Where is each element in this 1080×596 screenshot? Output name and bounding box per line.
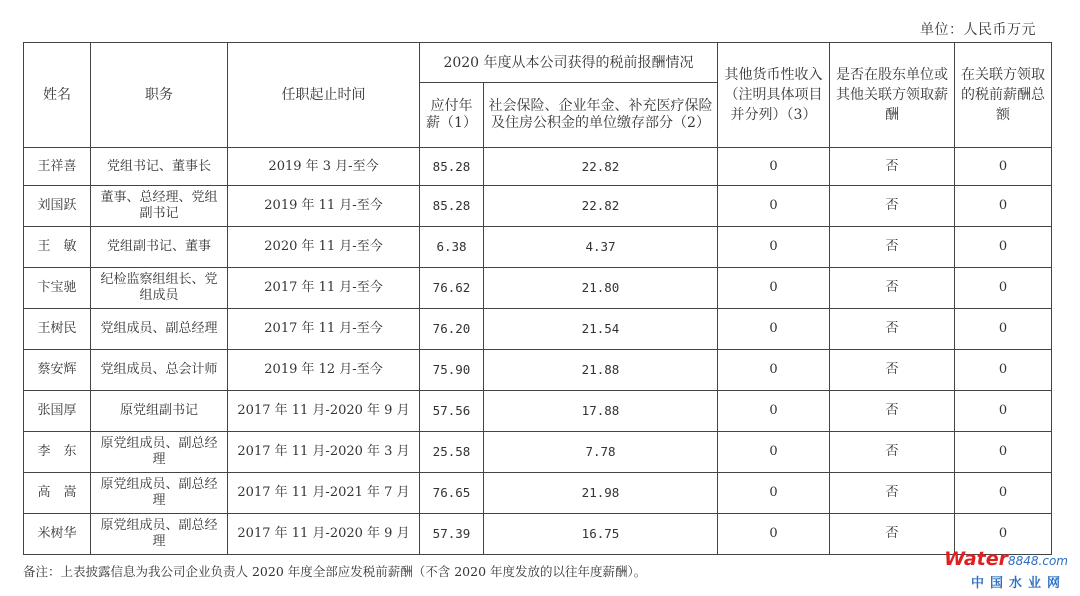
cell-insurance: 7.78 (484, 432, 718, 473)
cell-term: 2017 年 11 月-2021 年 7 月 (228, 473, 420, 514)
cell-other-income: 0 (718, 432, 830, 473)
table-row (24, 514, 1052, 555)
cell-related-total: 0 (955, 148, 1052, 186)
cell-related-party: 否 (830, 309, 955, 350)
cell-salary: 76.65 (420, 473, 484, 514)
header-social-insurance: 社会保险、企业年金、补充医疗保险及住房公积金的单位缴存部分（2） (484, 83, 718, 148)
cell-position: 原党组成员、副总经理 (91, 432, 228, 473)
cell-insurance: 21.80 (484, 268, 718, 309)
cell-name: 张国厚 (24, 391, 91, 432)
cell-related-total: 0 (955, 309, 1052, 350)
cell-term: 2020 年 11 月-至今 (228, 227, 420, 268)
cell-related-party: 否 (830, 514, 955, 555)
header-related-party: 是否在股东单位或其他关联方领取薪酬 (830, 43, 955, 148)
cell-related-total: 0 (955, 227, 1052, 268)
cell-salary: 85.28 (420, 186, 484, 227)
cell-insurance: 16.75 (484, 514, 718, 555)
cell-name: 蔡安辉 (24, 350, 91, 391)
cell-name: 刘国跃 (24, 186, 91, 227)
cell-related-total: 0 (955, 514, 1052, 555)
cell-position: 党组书记、董事长 (91, 148, 228, 186)
cell-other-income: 0 (718, 473, 830, 514)
cell-term: 2017 年 11 月-2020 年 3 月 (228, 432, 420, 473)
cell-salary: 85.28 (420, 148, 484, 186)
cell-insurance: 22.82 (484, 148, 718, 186)
cell-term: 2019 年 11 月-至今 (228, 186, 420, 227)
cell-term: 2017 年 11 月-2020 年 9 月 (228, 514, 420, 555)
executive-compensation-table (23, 42, 1052, 555)
watermark-brand: Water (944, 548, 1008, 570)
cell-insurance: 22.82 (484, 186, 718, 227)
cell-name: 卞宝驰 (24, 268, 91, 309)
cell-salary: 76.20 (420, 309, 484, 350)
cell-salary: 57.56 (420, 391, 484, 432)
header-annual-salary: 应付年薪（1） (420, 83, 484, 148)
cell-salary: 57.39 (420, 514, 484, 555)
cell-other-income: 0 (718, 227, 830, 268)
cell-position: 党组副书记、董事 (91, 227, 228, 268)
watermark-cn: 中国水业网 (970, 576, 1066, 591)
header-other-income: 其他货币性收入（注明具体项目并分列）（3） (718, 43, 830, 148)
cell-related-party: 否 (830, 148, 955, 186)
cell-related-party: 否 (830, 268, 955, 309)
cell-insurance: 4.37 (484, 227, 718, 268)
cell-salary: 75.90 (420, 350, 484, 391)
cell-insurance: 21.98 (484, 473, 718, 514)
cell-salary: 6.38 (420, 227, 484, 268)
table-row (24, 227, 1052, 268)
cell-name: 王 敏 (24, 227, 91, 268)
cell-salary: 25.58 (420, 432, 484, 473)
cell-related-total: 0 (955, 186, 1052, 227)
cell-related-total: 0 (955, 268, 1052, 309)
cell-insurance: 21.88 (484, 350, 718, 391)
cell-other-income: 0 (718, 350, 830, 391)
cell-other-income: 0 (718, 268, 830, 309)
unit-label: 单位：人民币万元 (920, 22, 1036, 38)
cell-related-party: 否 (830, 350, 955, 391)
header-pretax-group: 2020 年度从本公司获得的税前报酬情况 (420, 43, 718, 83)
cell-insurance: 17.88 (484, 391, 718, 432)
cell-position: 原党组成员、副总经理 (91, 514, 228, 555)
footnote: 备注：上表披露信息为我公司企业负责人 2020 年度全部应发税前薪酬（不含 2020 年度发放的以往年度薪酬）。 (23, 564, 647, 579)
cell-related-total: 0 (955, 391, 1052, 432)
cell-position: 董事、总经理、党组副书记 (91, 186, 228, 227)
cell-term: 2017 年 11 月-至今 (228, 268, 420, 309)
header-name: 姓名 (24, 43, 91, 148)
cell-name: 高 嵩 (24, 473, 91, 514)
header-position: 职务 (91, 43, 228, 148)
table-row (24, 391, 1052, 432)
cell-other-income: 0 (718, 186, 830, 227)
table-row (24, 186, 1052, 227)
cell-related-total: 0 (955, 432, 1052, 473)
table-row (24, 268, 1052, 309)
table-row (24, 432, 1052, 473)
cell-position: 原党组副书记 (91, 391, 228, 432)
watermark-logo (944, 548, 1068, 592)
cell-related-party: 否 (830, 473, 955, 514)
cell-related-party: 否 (830, 186, 955, 227)
table-row (24, 309, 1052, 350)
cell-other-income: 0 (718, 148, 830, 186)
cell-position: 党组成员、副总经理 (91, 309, 228, 350)
watermark-number: 8848 (1008, 554, 1039, 568)
cell-name: 王树民 (24, 309, 91, 350)
cell-name: 米树华 (24, 514, 91, 555)
cell-term: 2017 年 11 月-2020 年 9 月 (228, 391, 420, 432)
table-row (24, 350, 1052, 391)
cell-other-income: 0 (718, 514, 830, 555)
cell-related-total: 0 (955, 350, 1052, 391)
cell-name: 王祥喜 (24, 148, 91, 186)
cell-salary: 76.62 (420, 268, 484, 309)
cell-position: 党组成员、总会计师 (91, 350, 228, 391)
cell-term: 2017 年 11 月-至今 (228, 309, 420, 350)
cell-term: 2019 年 12 月-至今 (228, 350, 420, 391)
cell-position: 原党组成员、副总经理 (91, 473, 228, 514)
cell-related-party: 否 (830, 432, 955, 473)
header-related-total: 在关联方领取的税前薪酬总额 (955, 43, 1052, 148)
cell-position: 纪检监察组组长、党组成员 (91, 268, 228, 309)
cell-name: 李 东 (24, 432, 91, 473)
cell-other-income: 0 (718, 391, 830, 432)
table-row (24, 473, 1052, 514)
cell-related-party: 否 (830, 391, 955, 432)
cell-insurance: 21.54 (484, 309, 718, 350)
cell-related-party: 否 (830, 227, 955, 268)
cell-related-total: 0 (955, 473, 1052, 514)
watermark-suffix: .com (1038, 554, 1068, 568)
cell-term: 2019 年 3 月-至今 (228, 148, 420, 186)
header-term: 任职起止时间 (228, 43, 420, 148)
cell-other-income: 0 (718, 309, 830, 350)
table-row (24, 148, 1052, 186)
